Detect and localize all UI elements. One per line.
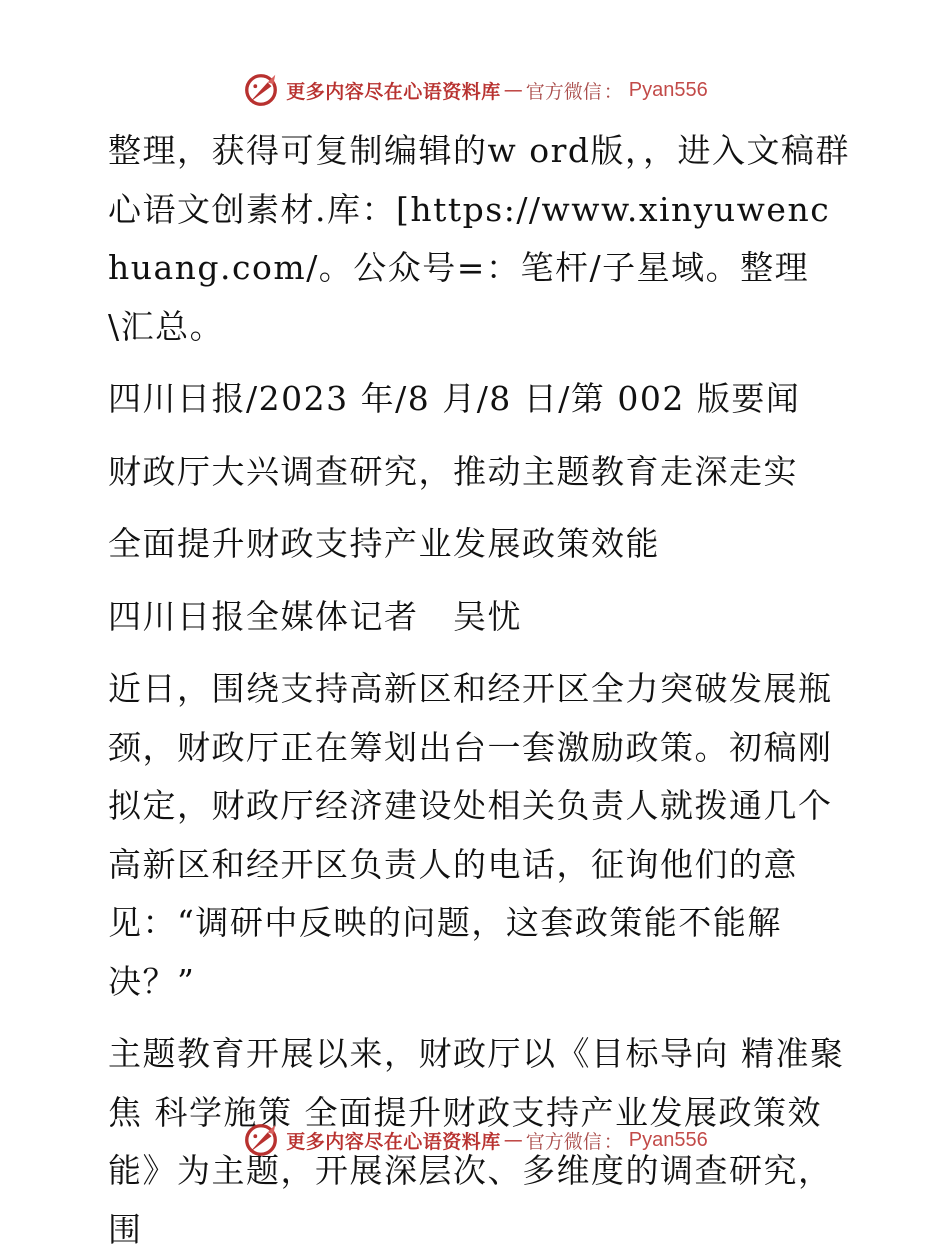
- banner-colon: ：: [603, 80, 623, 103]
- banner-wechat-label: 官方微信: [525, 80, 602, 103]
- source-note-paragraph: 整理，获得可复制编辑的w ord版，，进入文稿群心语文创素材.库：[https://www.xinyuwenchuang.com/。公众号=：笔杆/子星域。整理\汇总。: [108, 131, 851, 346]
- banner-wechat-label: 官方微信: [525, 1130, 602, 1153]
- footer-banner: [0, 1120, 950, 1160]
- byline: 四川日报全媒体记者 吴忧: [108, 596, 522, 636]
- headline: 财政厅大兴调查研究，推动主题教育走深走实: [108, 451, 798, 491]
- subheadline: 全面提升财政支持产业发展政策效能: [108, 524, 660, 563]
- banner-wechat-id: Pyan556: [628, 1128, 708, 1151]
- banner-main-text: 更多内容尽在心语资料库: [286, 1130, 501, 1153]
- body-paragraph: 近日，围绕支持高新区和经开区全力突破发展瓶颈，财政厅正在筹划出台一套激励政策。初稿刚拟定，财政厅经济建设处相关负责人就拨通几个高新区和经开区负责人的电话，征询他们的意见：“调研中反映的问题，这套政策能不能解决？”: [108, 669, 833, 1001]
- banner-colon: ：: [603, 1130, 623, 1153]
- document-body: [98, 122, 850, 1259]
- banner-main-text: 更多内容尽在心语资料库: [286, 80, 501, 103]
- publication-line: 四川日报/2023 年/8 月/8 日/第 002 版要闻: [108, 379, 801, 418]
- quill-pen-logo-icon: [242, 71, 280, 109]
- quill-pen-logo-icon: [242, 1121, 280, 1159]
- banner-dash: —: [503, 1129, 523, 1151]
- body-paragraph: 主题教育开展以来，财政厅以《目标导向 精准聚焦 科学施策 全面提升财政支持产业发展政策效能》为主题，开展深层次、多维度的调查研究，围: [108, 1034, 845, 1249]
- header-banner: [0, 70, 950, 110]
- banner-dash: —: [503, 79, 523, 101]
- banner-wechat-id: Pyan556: [628, 78, 708, 101]
